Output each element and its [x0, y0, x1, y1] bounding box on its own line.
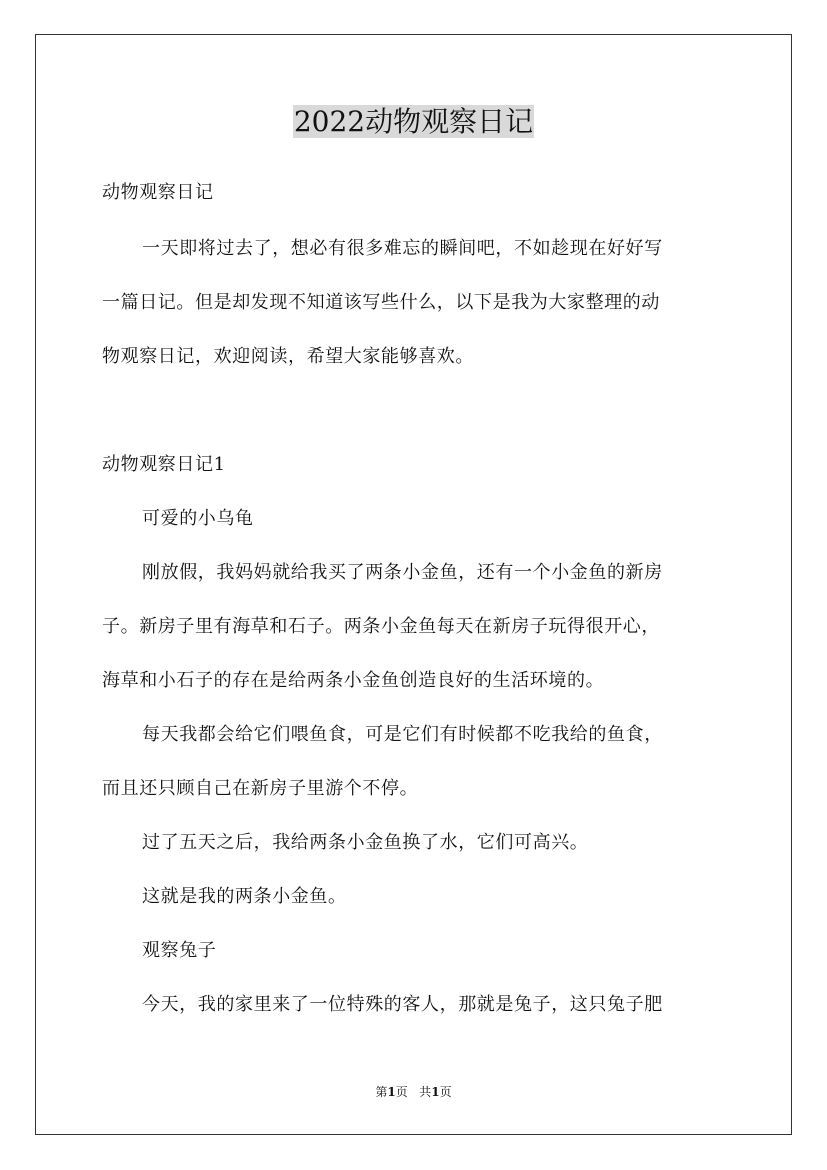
subtitle-turtle: 可爱的小乌龟: [142, 508, 254, 529]
heading-diary: 动物观察日记: [102, 182, 214, 203]
footer-page-prefix: 第: [375, 1085, 388, 1099]
para1-line-3: 海草和小石子的存在是给两条小金鱼创造良好的生活环境的。: [102, 670, 605, 691]
footer-page-number: 1: [387, 1085, 396, 1099]
para2-line-2: 而且还只顾自己在新房子里游个不停。: [102, 778, 419, 799]
footer-page-suffix: 页: [395, 1085, 408, 1099]
intro-line-3: 物观察日记，欢迎阅读，希望大家能够喜欢。: [102, 346, 474, 367]
document-title-text: 2022动物观察日记: [293, 105, 534, 138]
footer-total-prefix: 共: [419, 1085, 432, 1099]
para5: 今天，我的家里来了一位特殊的客人，那就是兔子，这只兔子肥: [142, 994, 663, 1015]
page-footer: [0, 1082, 827, 1102]
para4: 这就是我的两条小金鱼。: [142, 886, 347, 907]
footer-total-number: 1: [431, 1085, 440, 1099]
para1-line-1: 刚放假，我妈妈就给我买了两条小金鱼，还有一个小金鱼的新房: [142, 562, 663, 583]
para3: 过了五天之后，我给两条小金鱼换了水，它们可高兴。: [142, 832, 589, 853]
para1-line-2: 子。新房子里有海草和石子。两条小金鱼每天在新房子玩得很开心，: [102, 616, 660, 637]
intro-line-2: 一篇日记。但是却发现不知道该写些什么，以下是我为大家整理的动: [102, 292, 660, 313]
document-title: [0, 100, 827, 144]
para2-line-1: 每天我都会给它们喂鱼食，可是它们有时候都不吃我给的鱼食，: [142, 724, 663, 745]
footer-total-suffix: 页: [439, 1085, 452, 1099]
subtitle-rabbit: 观察兔子: [142, 940, 217, 961]
heading-diary-1: 动物观察日记1: [102, 454, 226, 475]
intro-line-1: 一天即将过去了，想必有很多难忘的瞬间吧，不如趁现在好好写: [142, 238, 663, 259]
